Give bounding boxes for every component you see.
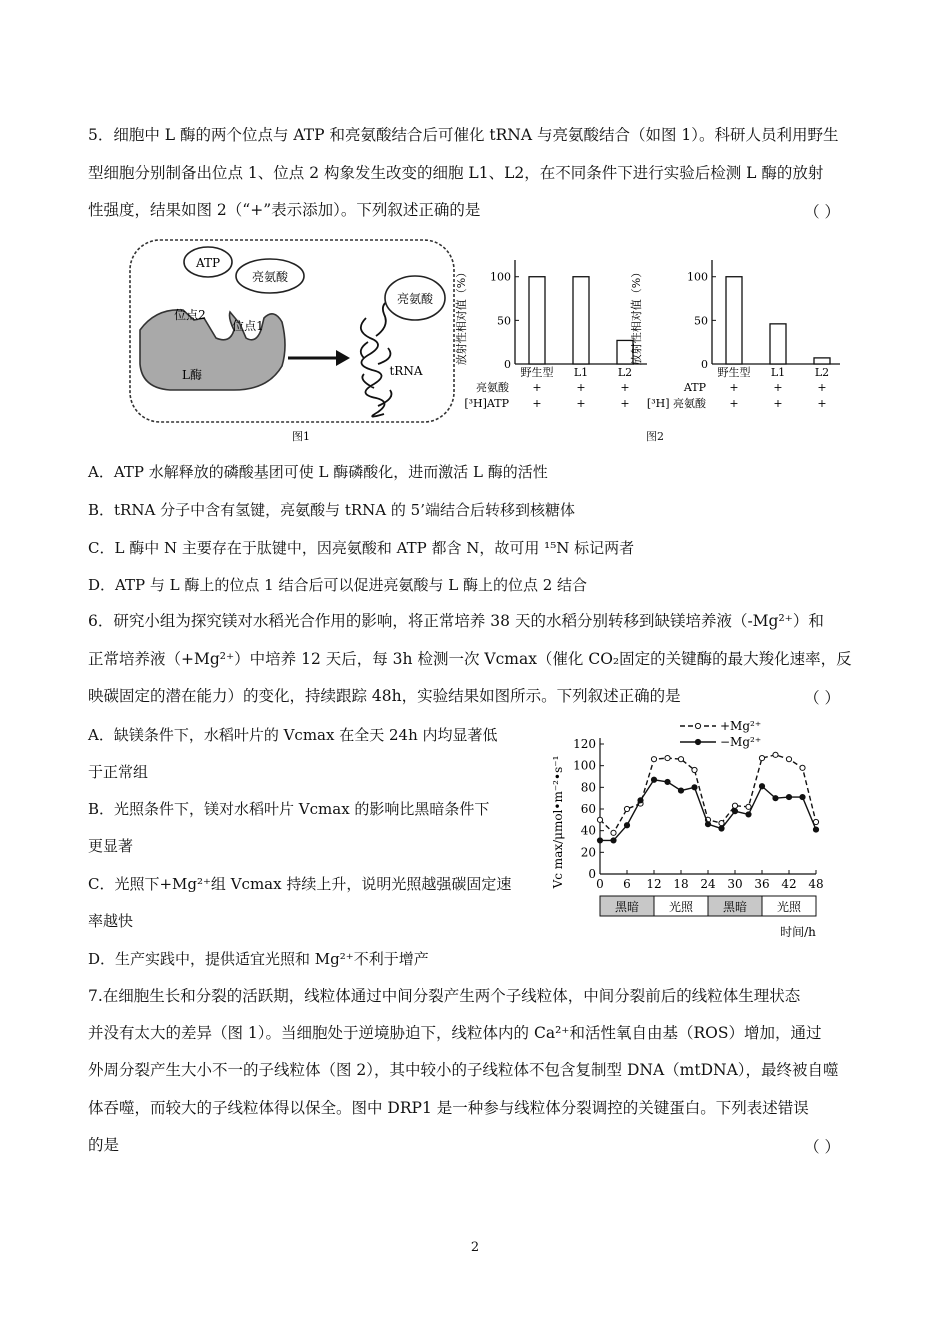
bar-chart-2-category-label: 野生型 (717, 366, 751, 379)
bar-chart-1-condition-mark: + (576, 381, 586, 394)
fig1-leucine-label: 亮氨酸 (251, 270, 289, 284)
bar-chart-2-bar (814, 358, 830, 364)
q5-line-1: 5．细胞中 L 酶的两个位点与 ATP 和亮氨酸结合后可催化 tRNA 与亮氨酸结合（如图 1）。科研人员利用野生 (88, 126, 839, 144)
bar-chart-1-condition-mark: + (532, 381, 542, 394)
line-chart-series-2-point (719, 826, 724, 831)
line-chart-series-2-point (692, 785, 697, 790)
line-chart-series-2-point (651, 777, 656, 782)
line-chart-ylabel: Vc max/μmol•m⁻²•s⁻¹ (551, 755, 565, 889)
line-chart-series-2-point (638, 798, 643, 803)
q5-option-a: A．ATP 水解释放的磷酸基团可使 L 酶磷酸化，进而激活 L 酶的活性 (88, 463, 548, 481)
line-chart-xtick-label: 0 (596, 877, 604, 891)
line-chart-series-2-point (800, 794, 805, 799)
line-chart-ytick-label: 20 (580, 845, 596, 860)
line-chart-series-2-point (624, 823, 629, 828)
q6-option-d: D．生产实践中，提供适宜光照和 Mg²⁺不利于增产 (88, 950, 429, 968)
line-chart-series-1-point (719, 820, 724, 825)
fig1-atp-label: ATP (195, 256, 221, 270)
fig1-leucine-bound-label: 亮氨酸 (396, 292, 434, 306)
bar-chart-2-bar (770, 324, 786, 364)
q5-option-d: D．ATP 与 L 酶上的位点 1 结合后可以促进亮氨酸与 L 酶上的位点 2 结合 (88, 576, 588, 594)
line-chart-series-1-point (651, 757, 656, 762)
line-chart-series-1-point (800, 765, 805, 770)
bar-chart-1-condition-mark: + (576, 397, 586, 410)
line-chart-ytick-label: 120 (573, 737, 596, 751)
bar-chart-1-condition-mark: + (620, 397, 630, 410)
bar-chart-1-category-label: L1 (573, 366, 589, 379)
fig1-caption: 图1 (292, 430, 310, 443)
line-chart-ytick-label: 80 (580, 780, 596, 795)
line-chart-xtick-label: 6 (623, 877, 631, 891)
line-chart-xtick-label: 36 (754, 877, 770, 891)
fig2-bar-chart-left (455, 246, 655, 416)
line-chart-series-2-point (786, 794, 791, 799)
bar-chart-2-ytick-label: 0 (701, 358, 708, 371)
line-chart-xtick-label: 12 (646, 877, 662, 891)
fig2-bar-chart-right (630, 246, 840, 416)
bar-chart-1-condition-mark: + (620, 381, 630, 394)
arrow-icon (336, 350, 350, 366)
trna-strand (361, 300, 392, 417)
bar-chart-2-ytick-label: 100 (687, 270, 708, 284)
q5-line-3: 性强度，结果如图 2（“+”表示添加）。下列叙述正确的是 (88, 201, 481, 219)
line-chart-xtick-label: 42 (781, 877, 797, 891)
line-chart-ytick-label: 60 (580, 802, 596, 816)
bar-chart-1-category-label: L2 (617, 366, 633, 379)
line-chart-series-2-point (813, 827, 818, 832)
line-chart-series-2-point (746, 812, 751, 817)
line-chart-series-2-point (759, 784, 764, 789)
line-chart-period-label: 光照 (776, 900, 802, 914)
bar-chart-2-condition-label: ATP (683, 381, 706, 394)
line-chart-series-1-point (597, 817, 602, 822)
line-chart-xtick-label: 24 (700, 877, 716, 891)
line-chart-legend-marker (695, 739, 700, 744)
q7-answer-paren: （ ） (804, 1138, 840, 1156)
line-chart-series-1-point (759, 755, 764, 760)
line-chart-series-2-point (732, 809, 737, 814)
bar-chart-1-bar (529, 277, 545, 364)
q7-line-2: 并没有太大的差异（图 1）。当细胞处于逆境胁迫下，线粒体内的 Ca²⁺和活性氧自由基（ROS）增加，通过 (88, 1024, 822, 1042)
bar-chart-1-ytick-label: 0 (504, 358, 511, 371)
q6-line-3: 映碳固定的潜在能力）的变化，持续跟踪 48h，实验结果如图所示。下列叙述正确的是 (88, 687, 681, 705)
q6-option-c: C．光照下+Mg²⁺组 Vcmax 持续上升，说明光照越强碳固定速 (88, 875, 512, 893)
bar-chart-2-category-label: L1 (770, 366, 786, 379)
line-chart-series-1-point (746, 804, 751, 809)
q6-answer-paren: （ ） (804, 689, 840, 707)
bar-chart-2-condition-mark: + (729, 381, 739, 394)
bar-chart-2-condition-mark: + (817, 397, 827, 410)
q5-option-b: B．tRNA 分子中含有氢键，亮氨酸与 tRNA 的 5’端结合后转移到核糖体 (88, 501, 575, 519)
bar-chart-2-condition-mark: + (773, 381, 783, 394)
q6-option-a: A．缺镁条件下，水稻叶片的 Vcmax 在全天 24h 内均显著低 (88, 726, 498, 744)
line-chart-series-1-point (732, 803, 737, 808)
bar-chart-1-condition-label: [³H]ATP (464, 397, 509, 410)
q6-option-c-cont: 率越快 (88, 912, 134, 930)
line-chart-series-2-point (597, 838, 602, 843)
q7-line-1: 7.在细胞生长和分裂的活跃期，线粒体通过中间分裂产生两个子线粒体，中间分裂前后的线粒体生理状态 (88, 987, 801, 1005)
bar-chart-1-ytick-label: 100 (490, 270, 511, 284)
line-chart-xlabel: 时间/h (780, 925, 816, 939)
bar-chart-2-condition-label: [³H] 亮氨酸 (646, 397, 706, 410)
q5-figure-1 (128, 238, 458, 448)
line-chart-series-1-point (678, 757, 683, 762)
q6-option-b-cont: 更显著 (88, 837, 134, 855)
bar-chart-1-ytick-label: 50 (497, 314, 511, 328)
line-chart-legend-label: −Mg²⁺ (720, 735, 762, 749)
line-chart-ytick-label: 40 (580, 823, 596, 838)
bar-chart-2-bar (726, 277, 742, 364)
bar-chart-1-condition-label: 亮氨酸 (476, 381, 509, 394)
q5-option-c: C．L 酶中 N 主要存在于肽键中，因亮氨酸和 ATP 都含 N，故可用 ¹⁵N 标记两者 (88, 539, 635, 557)
line-chart-series-1-point (611, 830, 616, 835)
line-chart-series-1-point (665, 755, 670, 760)
line-chart-series-2-point (678, 788, 683, 793)
line-chart-series-2-point (611, 838, 616, 843)
page-number: 2 (470, 1240, 480, 1255)
q6-vcmax-line-chart (548, 712, 838, 947)
q6-line-1: 6．研究小组为探究镁对水稻光合作用的影响，将正常培养 38 天的水稻分别转移到缺镁培养液（-Mg²⁺）和 (88, 612, 824, 630)
q7-line-5: 的是 (88, 1136, 120, 1154)
line-chart-ytick-label: 100 (573, 758, 596, 773)
line-chart-period-label: 黑暗 (614, 900, 640, 914)
line-chart-series-2-point (665, 779, 670, 784)
bar-chart-2-ytick-label: 50 (694, 314, 708, 328)
line-chart-legend-marker (695, 723, 700, 728)
line-chart-series-1-point (773, 752, 778, 757)
line-chart-legend-label: +Mg²⁺ (720, 719, 762, 733)
fig1-trna-label: tRNA (389, 364, 423, 378)
line-chart-xtick-label: 30 (727, 877, 743, 891)
bar-chart-1-ylabel: 放射性相对值（%） (455, 266, 468, 366)
line-chart-series-1-point (692, 767, 697, 772)
line-chart-xtick-label: 48 (808, 877, 824, 891)
bar-chart-2-condition-mark: + (729, 397, 739, 410)
bar-chart-1-category-label: 野生型 (520, 366, 554, 379)
line-chart-xtick-label: 18 (673, 877, 689, 891)
bar-chart-2-category-label: L2 (814, 366, 830, 379)
q7-line-3: 外周分裂产生大小不一的子线粒体（图 2），其中较小的子线粒体不包含复制型 DNA（mtDNA），最终被自噬 (88, 1061, 839, 1079)
bar-chart-1-bar (573, 277, 589, 364)
fig2-caption: 图2 (646, 430, 664, 443)
q5-answer-paren: （ ） (804, 203, 840, 221)
q6-option-b: B．光照条件下，镁对水稻叶片 Vcmax 的影响比黑暗条件下 (88, 800, 490, 818)
q7-line-4: 体吞噬，而较大的子线粒体得以保全。图中 DRP1 是一种参与线粒体分裂调控的关键蛋白。下列表述错误 (88, 1099, 809, 1117)
line-chart-series-2-line (600, 780, 816, 841)
line-chart-period-label: 光照 (668, 900, 694, 914)
q5-line-2: 型细胞分别制备出位点 1、位点 2 构象发生改变的细胞 L1、L2，在不同条件下进行实验后检测 L 酶的放射 (88, 164, 824, 182)
line-chart-ytick-label: 0 (588, 867, 596, 881)
line-chart-series-1-point (786, 757, 791, 762)
q6-line-2: 正常培养液（+Mg²⁺）中培养 12 天后，每 3h 检测一次 Vcmax（催化 CO₂固定的关键酶的最大羧化速率，反 (88, 650, 852, 668)
fig1-site1-label: 位点1 (232, 319, 264, 333)
bar-chart-2-condition-mark: + (817, 381, 827, 394)
bar-chart-2-ylabel: 放射性相对值（%） (630, 266, 643, 366)
bar-chart-1-condition-mark: + (532, 397, 542, 410)
q6-option-a-cont: 于正常组 (88, 763, 149, 781)
fig1-site2-label: 位点2 (174, 308, 206, 322)
line-chart-series-2-point (773, 796, 778, 801)
line-chart-period-label: 黑暗 (722, 900, 748, 914)
bar-chart-2-condition-mark: + (773, 397, 783, 410)
line-chart-series-1-point (624, 806, 629, 811)
line-chart-series-2-point (705, 822, 710, 827)
fig1-enzyme-label: L酶 (182, 368, 202, 382)
